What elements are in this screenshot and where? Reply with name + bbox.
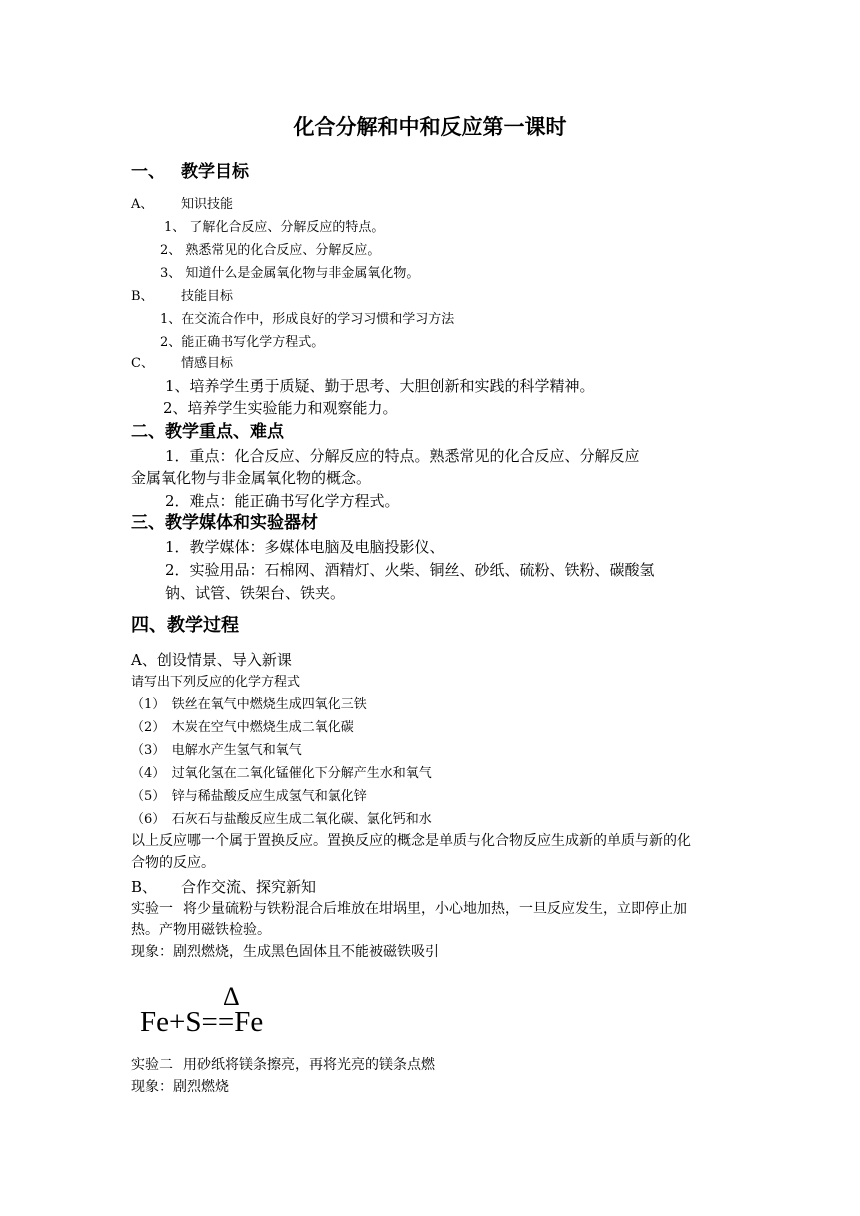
item-text: 过氧化氢在二氧化锰催化下分解产生水和氧气: [171, 766, 432, 781]
subsection-a: [131, 197, 233, 213]
subsection-title: 合作交流、探究新知: [181, 878, 317, 896]
section-title: 教学目标: [181, 162, 249, 182]
delta-symbol: Δ: [223, 982, 240, 1011]
list-item: 2、能正确书写化学方程式。: [160, 335, 325, 350]
section-number: 一、: [131, 162, 165, 182]
list-item: [131, 720, 354, 736]
subsection-title: 知识技能: [181, 197, 234, 212]
item-number: （6）: [131, 812, 159, 827]
subsection-label: B、: [131, 878, 158, 896]
observation-line: 现象：剧烈燃烧，生成黑色固体且不能被磁铁吸引: [131, 944, 439, 960]
experiment-2: [131, 1057, 435, 1074]
list-item: [131, 697, 367, 713]
item-text: 石灰石与盐酸反应生成二氧化碳、氯化钙和水: [171, 812, 432, 827]
paragraph-line: 2．实验用品：石棉网、酒精灯、火柴、铜丝、砂纸、硫粉、铁粉、碳酸氢: [165, 561, 655, 579]
paragraph-line: 1．教学媒体：多媒体电脑及电脑投影仪、: [165, 538, 445, 556]
item-number: （2）: [131, 720, 159, 735]
item-text: 木炭在空气中燃烧生成二氧化碳: [171, 720, 354, 735]
experiment-label: 实验一: [131, 901, 173, 917]
item-number: （1）: [131, 697, 159, 712]
subsection-b: [131, 289, 233, 305]
list-item: [131, 812, 432, 828]
list-item: 1、 了解化合反应、分解反应的特点。: [164, 220, 385, 235]
subsection-title: A、创设情景、导入新课: [131, 651, 292, 669]
subsection-b: [131, 878, 316, 896]
item-number: （4）: [131, 766, 159, 781]
subsection-label: B、: [131, 289, 154, 304]
section-heading-2: 二、教学重点、难点: [131, 422, 284, 442]
subsection-title: 情感目标: [181, 356, 234, 371]
page-title: 化合分解和中和反应第一课时: [293, 114, 567, 139]
subsection-label: C、: [131, 356, 154, 371]
list-item: [131, 743, 302, 759]
paragraph-line: 金属氧化物与非金属氧化物的概念。: [131, 469, 372, 487]
list-item: 1、在交流合作中，形成良好的学习习惯和学习方法: [160, 312, 455, 327]
section-heading-3: 三、教学媒体和实验器材: [131, 513, 318, 533]
experiment-text: 将少量硫粉与铁粉混合后堆放在坩埚里，小心地加热，一旦反应发生，立即停止加: [183, 901, 687, 917]
experiment-1: [131, 901, 687, 918]
list-item: 1、培养学生勇于质疑、勤于思考、大胆创新和实践的科学精神。: [165, 377, 595, 395]
experiment-text: 用砂纸将镁条擦亮，再将光亮的镁条点燃: [183, 1057, 435, 1073]
chemical-equation: Fe+S==Fe: [140, 1006, 264, 1038]
list-item: 2、培养学生实验能力和观察能力。: [163, 399, 398, 417]
list-item: [131, 766, 432, 782]
item-number: （5）: [131, 789, 159, 804]
prompt-line: 请写出下列反应的化学方程式: [131, 675, 301, 690]
paragraph-line: 1．重点：化合反应、分解反应的特点。熟悉常见的化合反应、分解反应: [165, 447, 640, 465]
paragraph-line: 热。产物用磁铁检验。: [131, 922, 271, 938]
list-item: [131, 789, 367, 805]
observation-line: 现象：剧烈燃烧: [131, 1079, 229, 1095]
list-item: 2、 熟悉常见的化合反应、分解反应。: [160, 243, 381, 258]
subsection-c: [131, 356, 233, 372]
paragraph-line: 合物的反应。: [131, 855, 215, 871]
item-text: 电解水产生氢气和氧气: [171, 743, 302, 758]
paragraph-line: 以上反应哪一个属于置换反应。置换反应的概念是单质与化合物反应生成新的单质与新的化: [131, 833, 691, 849]
experiment-label: 实验二: [131, 1057, 173, 1073]
item-text: 锌与稀盐酸反应生成氢气和氯化锌: [171, 789, 367, 804]
section-heading-4: 四、教学过程: [131, 615, 239, 636]
subsection-label: A、: [131, 197, 154, 212]
paragraph-line: 钠、试管、铁架台、铁夹。: [165, 584, 346, 602]
section-heading-1: [131, 162, 249, 182]
paragraph-line: 2．难点：能正确书写化学方程式。: [165, 492, 400, 510]
item-text: 铁丝在氧气中燃烧生成四氧化三铁: [171, 697, 367, 712]
item-number: （3）: [131, 743, 159, 758]
subsection-title: 技能目标: [181, 289, 234, 304]
list-item: 3、 知道什么是金属氧化物与非金属氧化物。: [160, 266, 420, 281]
